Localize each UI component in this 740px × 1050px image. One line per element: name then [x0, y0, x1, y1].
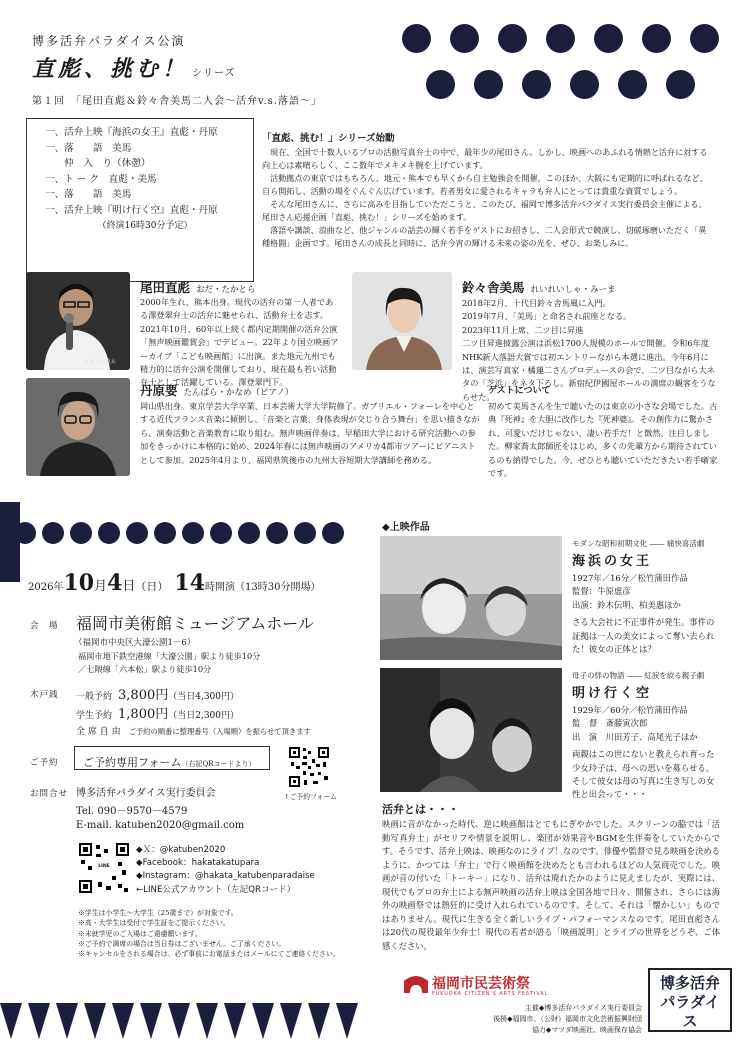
festival-en: FUKUOKA CITIZEN'S ARTS FESTIVAL	[432, 992, 549, 997]
program-item: 仲 入 り（休憩）	[45, 158, 151, 170]
tanbara-kana: たんばら・かなめ（ピアノ）	[183, 388, 294, 398]
note-item: ※学生は小学生～大学生（25歳まで）が対象です。	[78, 909, 238, 917]
episode-title: 第１回 「尾田直彪＆鈴々舎美馬二人会～活弁v.s.落語～」	[32, 96, 322, 107]
reserve-qr-code[interactable]	[288, 746, 330, 788]
credit-cooperation: 協力◆マツダ映画社、映画保存協会	[531, 1026, 642, 1034]
film2-still	[380, 668, 562, 792]
guest-text: 初めて美馬さんを生で聴いたのは東京の小さな会場でした。古典『死神』を大胆に改作した『死神婆』。その創作力に驚かされ、可愛いだけじゃない、凄い若手だ！と徴然、注目しました。柳家喬太郎師匠をはじめ、多くの先輩方から期待されているのも納得でした。今、ぜひとも聴いていただきたい若手噺家です。	[488, 401, 718, 479]
notes-list	[78, 908, 340, 959]
sns-x-link[interactable]: ◆Ｘ：@katuben2020	[136, 845, 226, 855]
contact-label: お問合せ	[30, 789, 69, 799]
mima-photo	[352, 272, 452, 370]
katuben-paradise-logo: 博多活弁パラダイス	[648, 968, 732, 1032]
oda-photo	[26, 272, 130, 370]
mima-name: 鈴々舎美馬 れいれいしゃ・みーま	[462, 280, 616, 295]
tanbara-photo	[26, 378, 130, 476]
intro-text	[262, 146, 712, 250]
intro-paragraph: 現在、全国で十数人いるプロの活動写真弁士の中で、最年少の尾田さん。しかし、映画へのあふれる情熱と活弁に対する向上心は素晴らしく、ここ数年でメキメキ腕を上げています。	[262, 147, 708, 170]
program-item: 一、活弁上映『明け行く空』直彪・丹原	[45, 204, 218, 216]
katsuben-text: 映画に音がなかった時代、逆に映画館はとてもにぎやかでした。スクリーンの脇では「活動写真弁士」がセリフや情景を説明し、楽団が効果音やBGMを生伴奏をしていたからです。そうです、活弁上映は、映画なのにライブ！なのです。俳優や監督で見る映画を決めるように、かつては「弁士」で行く映画館を決めたとも言われるほどの人気商売でした。映画が音の付いた「トーキー」になり、活弁は廃れたかのように見えましたが、実際には、現代でもプロの弁士による無声映画の活弁上映は全国各地で日々、開催され、さらには海外の映画祭では熱狂的に受け入れられているのです。そして、それは「懐かしい」ものではありません。現代に生きる全く新しいライブ・パフォーマンスなのです。尾田直彪さんは20代の現役最年少弁士！現代の若者が語る「映画説明」とライブの世界をどうぞ、ご体感ください。	[382, 819, 720, 951]
reserve-form-button[interactable]	[74, 746, 270, 770]
credits	[462, 1003, 642, 1036]
film1-still	[380, 536, 562, 660]
film2-year: 1929年／60分／松竹蒲田作品	[572, 705, 688, 715]
ticket-general: 一般予約 3,800円（当日4,300円）	[76, 688, 239, 703]
reserve-label: ご予約	[30, 758, 59, 768]
film1-info	[572, 572, 722, 656]
oda-bio: 2000年生れ、熊本出身。現代の活弁の第一人者である澤登翠弁士の活弁に魅せられ、活動弁士を志す。2021年10月、60年以上続く都内定期開催の活弁公演「無声映画鑑賞会」でデビュー。22年より国立映画アーカイブ「こども映画館」に出演。また地元九州でも精力的に活弁公演を開催しており、現在最も若い活動弁士として活躍している。澤登翠門下。	[140, 297, 339, 388]
credit-support: 後援◆福岡市、（公財）福岡市文化芸術振興財団	[493, 1015, 642, 1023]
series-suffix: シリーズ	[192, 68, 236, 79]
film2-director: 監 督 斎藤寅次郎	[572, 718, 648, 729]
katsuben-heading: 活弁とは・・・	[382, 803, 459, 816]
contact-tel[interactable]: Tel. 090－9570－4579	[76, 806, 188, 817]
intro-paragraph: そんな尾田さんに、さらに高みを目指していただこうと、このたび、福岡で博多活弁パラダイス実行委員会主催による、尾田さん応援企画「直彪、挑む！」シリーズを始めます。	[262, 199, 707, 222]
venue-address: （福岡市中央区大濠公園1－6）	[74, 638, 196, 648]
festival-name: 福岡市民芸術祭	[432, 976, 530, 992]
film2-synopsis: 両親はこの世にないと教えられ育った少女玲子は、母への思いを募らせる。そして彼女は母の写真に生き写しの女性と出会って・・・	[572, 749, 715, 800]
line-note: ←LINE公式アカウント（左記QRコード）	[136, 884, 296, 895]
organizer-heading: 博多活弁パラダイス公演	[32, 34, 186, 48]
venue-access: ／七隈線「六本松」駅より徒歩10分	[78, 664, 212, 674]
film1-cast: 出演：鈴木伝明、柏美惠ほか	[572, 599, 681, 610]
venue-access: 福岡市地下鉄空港線「大濠公園」駅より徒歩10分	[78, 651, 261, 661]
sns-facebook-link[interactable]: ◆Facebook：hakatakatupara	[136, 858, 260, 869]
program-item: 一、落 語 美馬	[45, 189, 132, 201]
film1-tag: モダンな昭和初期文化 ―― 痛快喜活劇	[572, 539, 705, 548]
photo-credit: 写真 向山慎太	[84, 359, 116, 365]
navy-edge-bar	[0, 502, 20, 582]
line-qr-code[interactable]	[78, 842, 130, 894]
program-item: 一、活弁上映『海浜の女王』直彪・丹原	[45, 127, 218, 138]
guest-heading: ゲストについて	[488, 386, 551, 396]
mima-kana: れいれいしゃ・みーま	[530, 285, 616, 295]
note-item: ※高・大学生は受付で学生証をご提示ください。	[78, 919, 230, 928]
program-item: 一、ト ー ク 直彪・美馬	[45, 173, 157, 185]
festival-logo-icon	[404, 975, 428, 993]
note-item: ※未就学児のご入場はご遠慮願います。	[78, 929, 202, 938]
film2-cast: 出 演 川田芳子、高尾光子ほか	[572, 731, 698, 742]
tanbara-name: 丹原要 たんばら・かなめ（ピアノ）	[140, 383, 294, 398]
note-item: ※ご予約で満席の場合は当日券はございません。ご了承ください。	[78, 939, 286, 948]
note-item: ※キャンセルをされる場合は、必ず事前にお電話またはメールにてご連絡ください。	[78, 950, 340, 959]
contact-email[interactable]: E-mail. katuben2020@gmail.com	[76, 820, 245, 831]
line-logo-icon: LINE	[98, 864, 110, 869]
reserve-qr-caption: ↑ご予約フォーム	[284, 793, 337, 801]
tanbara-bio: 岡山県出身。東京学芸大学卒業、日本芸術大学大学院修了。ガブリエル・フォーレを中心とする近代フランス音楽に傾倒し、「音楽と言葉、身体表現が交じり合う舞台」を思い描きながら、演奏活動と音楽教育に取り組む。無声映画伴奏は、早稲田大学における研究活動への参加をきっかけに本格的に始め、2024年春には無声映画のアメリカ4都市ツアーにピアニストとして参加。2025年4月より、福岡県筑後市の九州大谷短期大学講師を務める。	[140, 401, 480, 465]
film2-tag: 母子の絆の物語 ―― 紅涙を絞る親子劇	[572, 671, 705, 680]
reserve-form-label: ご予約専用フォーム	[83, 756, 182, 769]
film1-director: 監督：牛原虚彦	[572, 586, 631, 597]
sns-list	[136, 844, 315, 897]
event-date: 2026年10月4日（日） 14時開演（13時30分開場）	[28, 570, 321, 596]
series-title: 直彪、挑む！ シリーズ	[32, 56, 236, 82]
ticket-student: 学生予約 1,800円（当日2,300円）	[76, 707, 239, 722]
mima-bio: 2018年2月、十代目鈴々舎馬風に入門。 2019年7月、「美馬」と命名され前座となる。 2023年11月上席、二ツ目に昇進 二ツ目昇進披露公演は浜松1700人規模のホールで開催。令和6年度NHK新人落語大賞では初エントリーながら本選に進出。今年6月には、演芸写真家・橘蓮二さんプロデュースの会で、二ツ目ながら大ネタの「芝浜」をネタ下ろし。新宿紀伊國屋ホールの満席の観客をうならせた。	[462, 298, 716, 402]
sns-instagram-link[interactable]: ◆Instagram：@hakata_katubenparadaise	[136, 871, 315, 882]
venue-name: 福岡市美術館ミュージアムホール	[76, 614, 314, 633]
program-item: 一、落 語 美馬	[45, 142, 132, 154]
film1-synopsis: さる大会社に不正事件が発生。事件の証拠は一人の美女によって奪い去られた！彼女の正体とは？	[572, 617, 715, 655]
film2-info	[572, 704, 722, 802]
oda-name: 尾田直彪 おだ・たかとら	[140, 280, 256, 295]
film1-title: 海浜の女王	[572, 554, 653, 569]
intro-heading: 「直彪、挑む！」シリーズ始動	[262, 133, 395, 144]
program-end-note: （終演16時30分予定）	[97, 220, 193, 231]
intro-paragraph: 活動拠点の東京ではもちろん、地元・熊本でも早くから自主勉強会を開催。このほか、大阪にも定期的に呼ばれるなど、自ら開拓し、活動の場をぐんぐん広げています。若者男女に愛されるキャラも弁人にとっては貴重な資質でしょう。	[262, 173, 708, 196]
reserve-form-note: （右記QRコードより）	[181, 760, 256, 768]
contact-org: 博多活弁パラダイス実行委員会	[76, 788, 216, 799]
oda-kana: おだ・たかとら	[196, 285, 256, 295]
intro-paragraph: 落語や講談、浪曲など、他ジャンルの話芸の輝く若手をゲストにお招きし、二人会形式で競演し、切磋琢磨いただく「異種格闘」企画です。尾田さんの成長と同時に、活弁今宵の輝ける未来の姿の光を、ぜひ、お楽しみに。	[262, 225, 707, 248]
program-box	[26, 118, 254, 282]
ticket-label: 木戸銭	[30, 690, 59, 700]
venue-label: 会 場	[30, 621, 59, 631]
films-heading: ◆上映作品	[382, 522, 430, 533]
free-seating: 全 席 自 由 ご予約の順番に整理番号（入場順）を振らせて頂きます	[76, 727, 311, 737]
film2-title: 明け行く空	[572, 686, 653, 701]
film1-year: 1927年／16分／松竹蒲田作品	[572, 573, 688, 583]
credit-organizer: 主催◆博多活弁パラダイス実行委員会	[524, 1004, 642, 1012]
